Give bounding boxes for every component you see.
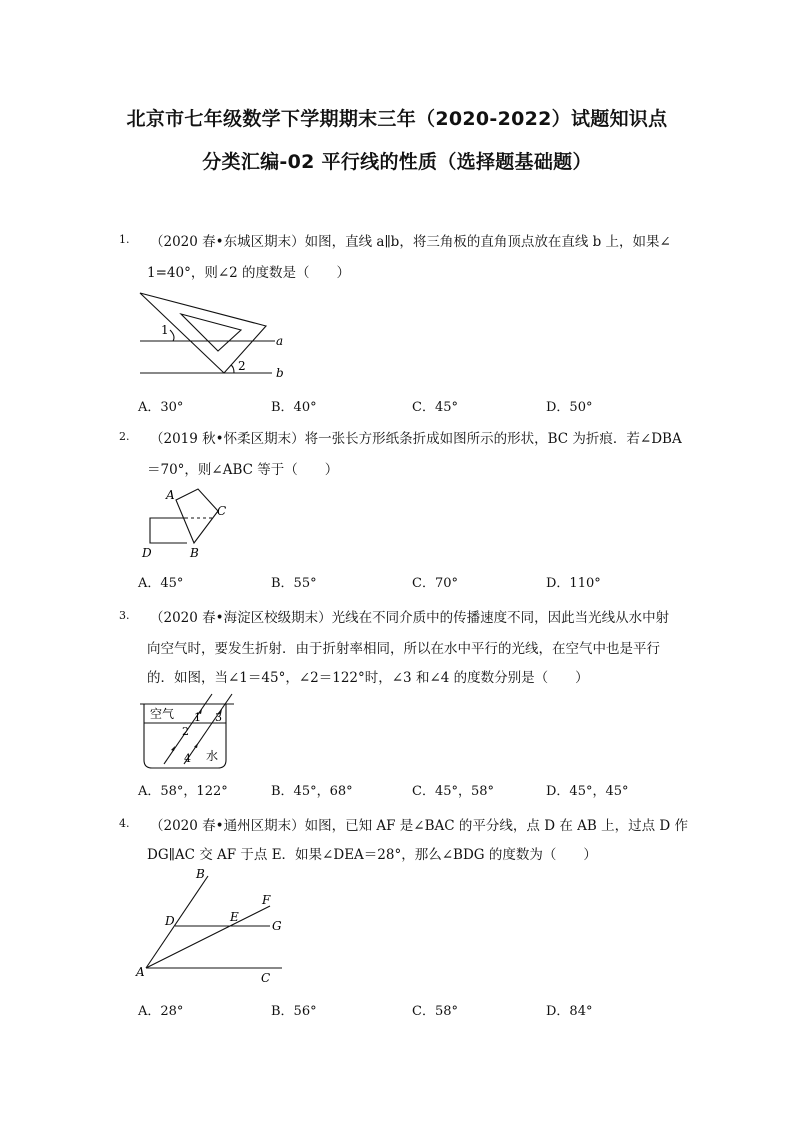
figure-label: G (272, 919, 282, 933)
arrow-marker (194, 743, 198, 748)
option-d[interactable]: D．50° (546, 400, 593, 415)
figure-label: a (276, 334, 284, 348)
figure-label: 2 (182, 725, 189, 738)
figure-label: 3 (215, 711, 222, 724)
paper-strip-bottom (150, 518, 187, 543)
question-text-line: （2020 春•通州区期末）如图，已知 AF 是∠BAC 的平分线，点 D 在 AB 上，过点 D 作 (150, 818, 688, 834)
figure-label: C (261, 971, 271, 985)
option-d[interactable]: D．110° (546, 576, 601, 591)
option-a[interactable]: A．58°，122° (138, 784, 228, 799)
option-c[interactable]: C．58° (412, 1004, 458, 1019)
option-c[interactable]: C．45°，58° (412, 784, 495, 799)
figure-label: E (230, 910, 239, 924)
figure-label: A (136, 965, 145, 979)
question-number: 4. (119, 817, 130, 830)
option-d[interactable]: D．45°，45° (546, 784, 629, 799)
angle-2-arc (231, 365, 234, 373)
option-c[interactable]: C．70° (412, 576, 458, 591)
triangle-ruler-inner (181, 314, 241, 351)
figure-label: 1 (194, 711, 201, 724)
figure-label: 2 (238, 359, 246, 373)
option-b[interactable]: B．56° (271, 1004, 317, 1019)
paper-strip-folded (176, 489, 218, 543)
figure-label: B (190, 546, 199, 560)
angle-1-arc (170, 330, 174, 341)
ray-AB (146, 876, 208, 968)
option-a[interactable]: A．45° (138, 576, 184, 591)
question-1-figure (130, 290, 300, 382)
figure-label: b (276, 366, 284, 380)
triangle-ruler-outer (140, 293, 266, 373)
question-text-line: DG∥AC 交 AF 于点 E．如果∠DEA＝28°，那么∠BDG 的度数为（ ） (147, 847, 597, 863)
page-title-line-2: 分类汇编-02 平行线的性质（选择题基础题） (202, 151, 592, 173)
figure-label: 1 (161, 323, 169, 337)
question-3-figure (136, 690, 240, 772)
question-number: 3. (119, 609, 130, 622)
question-text-line: 向空气时，要发生折射．由于折射率相同，所以在水中平行的光线，在空气中也是平行 (147, 641, 660, 657)
figure-label: F (262, 893, 271, 907)
option-d[interactable]: D．84° (546, 1004, 593, 1019)
option-a[interactable]: A．28° (138, 1004, 184, 1019)
figure-label-air: 空气 (150, 707, 175, 721)
option-b[interactable]: B．45°，68° (271, 784, 353, 799)
figure-label: 4 (184, 752, 191, 765)
figure-label: C (217, 504, 227, 518)
question-text-line: （2020 春•海淀区校级期末）光线在不同介质中的传播速度不同，因此当光线从水中射 (150, 610, 670, 626)
option-a[interactable]: A．30° (138, 400, 184, 415)
figure-label: B (196, 867, 205, 881)
arrow-marker (171, 746, 175, 751)
figure-label-water: 水 (206, 749, 219, 763)
question-text-line: 的．如图，当∠1＝45°，∠2＝122°时，∠3 和∠4 的度数分别是（ ） (147, 670, 589, 686)
figure-label: A (166, 488, 175, 502)
option-c[interactable]: C．45° (412, 400, 458, 415)
question-number: 2. (119, 430, 130, 443)
question-text-line: （2019 秋•怀柔区期末）将一张长方形纸条折成如图所示的形状，BC 为折痕．若∠DBA (150, 431, 682, 447)
question-text-line: （2020 春•东城区期末）如图，直线 a∥b，将三角板的直角顶点放在直线 b 上，如果∠ (150, 234, 671, 250)
figure-label: D (142, 546, 152, 560)
question-number: 1. (119, 233, 130, 246)
option-b[interactable]: B．40° (271, 400, 317, 415)
option-b[interactable]: B．55° (271, 576, 317, 591)
question-text-line: ＝70°，则∠ABC 等于（ ） (147, 462, 339, 478)
page-title-line-1: 北京市七年级数学下学期期末三年（2020-2022）试题知识点 (126, 108, 668, 130)
question-4-figure (134, 866, 294, 988)
figure-label: D (165, 914, 175, 928)
question-text-line: 1=40°，则∠2 的度数是（ ） (147, 265, 351, 281)
question-2-figure (138, 486, 238, 560)
